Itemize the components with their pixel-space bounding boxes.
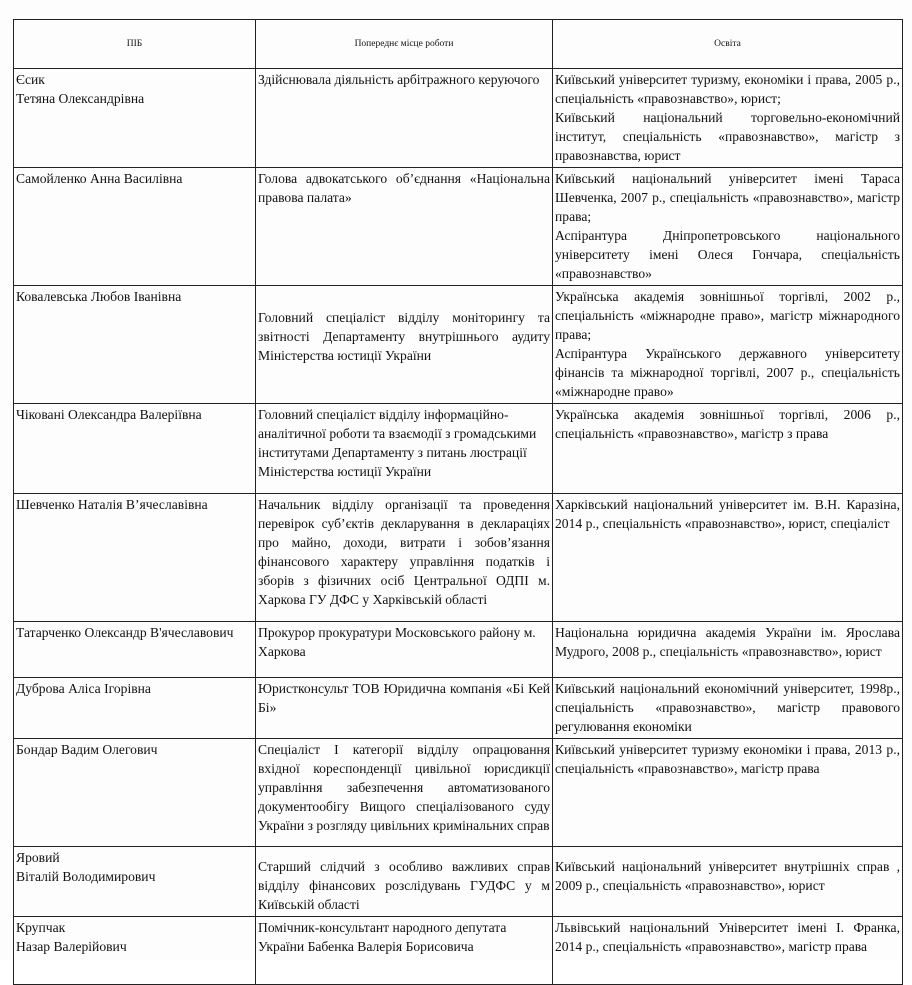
name-line: Яровий [16, 850, 60, 865]
name-cell [14, 168, 256, 286]
work-cell: Спеціаліст І категорії відділу опрацювання вхідної кореспонденції цивільної юрисдикції управління забезпечення автоматизованого документообігу Вищого спеціалізованого суду України з розгляду цивільних кримінальних справ [256, 739, 553, 847]
work-cell: Юристконсульт ТОВ Юридична компанія «Бі Кей Бі» [256, 678, 553, 739]
education-line: Харківський національний університет ім. В.Н. Каразіна, 2014 р., спеціальність «правознавство», юрист, спеціаліст [555, 497, 900, 531]
name-line: Віталій Володимирович [16, 869, 156, 884]
table-header-row [14, 20, 903, 69]
education-line: Національна юридична академія України ім. Ярослава Мудрого, 2008 р., спеціальність «правознавство», юрист [555, 625, 900, 659]
name-cell [14, 286, 256, 404]
education-line: Київський національний університет імені Тараса Шевченка, 2007 р., спеціальність «правознавство», магістр права; [555, 171, 900, 224]
education-cell [553, 739, 903, 847]
name-cell [14, 847, 256, 917]
name-line: Татарченко Олександр В'ячеславович [16, 625, 234, 640]
education-cell [553, 286, 903, 404]
name-cell [14, 917, 256, 985]
name-line: Крупчак [16, 920, 66, 935]
table-row [14, 917, 903, 985]
table-row [14, 678, 903, 739]
education-cell [553, 847, 903, 917]
education-line: Київський національний університет внутрішніх справ , 2009 р., спеціальність «правознавство», юрист [555, 859, 900, 893]
name-line: Назар Валерійович [16, 939, 127, 954]
education-cell [553, 494, 903, 622]
table-row [14, 739, 903, 847]
education-cell [553, 678, 903, 739]
staff-table [13, 19, 903, 985]
work-cell: Здійснювала діяльність арбітражного керуючого [256, 69, 553, 168]
table-row [14, 168, 903, 286]
header-name: ПІБ [14, 20, 256, 69]
name-cell [14, 678, 256, 739]
name-line: Тетяна Олександрівна [16, 91, 145, 106]
name-cell [14, 404, 256, 494]
name-cell [14, 494, 256, 622]
name-line: Ковалевська Любов Іванівна [16, 289, 182, 304]
work-cell: Голова адвокатського об’єднання «Національна правова палата» [256, 168, 553, 286]
education-line: Українська академія зовнішньої торгівлі, 2006 р., спеціальність «правознавство», магістр з права [555, 407, 900, 441]
education-cell [553, 404, 903, 494]
education-line: Аспірантура Українського державного університету фінансів та міжнародної торгівлі, 2007 р., спеціальність «міжнародне право» [555, 346, 900, 399]
name-cell [14, 739, 256, 847]
table-row [14, 69, 903, 168]
name-line: Бондар Вадим Олегович [16, 742, 158, 757]
work-cell: Головний спеціаліст відділу моніторингу та звітності Департаменту внутрішнього аудиту Міністерства юстиції України [256, 286, 553, 404]
education-line: Київський національний економічний університет, 1998р., спеціальність «правознавство», магістр правового регулювання економіки [555, 681, 900, 734]
education-line: Київський університет туризму економіки і права, 2013 р., спеціальність «правознавство», магістр права [555, 742, 900, 776]
work-cell: Помічник-консультант народного депутата України Бабенка Валерія Борисовича [256, 917, 553, 985]
work-cell: Старший слідчий з особливо важливих справ відділу фінансових розслідувань ГУДФС у м Київській області [256, 847, 553, 917]
table-row [14, 286, 903, 404]
name-line: Чіковані Олександра Валеріївна [16, 407, 202, 422]
education-line: Українська академія зовнішньої торгівлі, 2002 р., спеціальність «міжнародне право», магістр міжнародного права; [555, 289, 900, 342]
name-line: Єсик [16, 72, 45, 87]
name-line: Самойленко Анна Василівна [16, 171, 183, 186]
education-cell [553, 168, 903, 286]
name-line: Дуброва Аліса Ігорівна [16, 681, 151, 696]
name-line: Шевченко Наталія В’ячеславівна [16, 497, 208, 512]
education-cell [553, 622, 903, 678]
header-education: Освіта [553, 20, 903, 69]
education-line: Львівський національний Університет імені І. Франка, 2014 р., спеціальність «правознавство», магістр права [555, 920, 900, 954]
education-line: Київський університет туризму, економіки і права, 2005 р., спеціальність «правознавство», юрист; [555, 72, 900, 106]
work-cell: Головний спеціаліст відділу інформаційно-аналітичної роботи та взаємодії з громадськими інститутами Департаменту з питань люстрації Міністерства юстиції України [256, 404, 553, 494]
table-row [14, 404, 903, 494]
name-cell [14, 622, 256, 678]
education-line: Аспірантура Дніпропетровського національного університету імені Олеся Гончара, спеціальність «правознавство» [555, 228, 900, 281]
education-line: Київський національний торговельно-економічний інститут, спеціальність «правознавство», магістр з правознавства, юрист [555, 110, 900, 163]
education-cell [553, 69, 903, 168]
name-cell [14, 69, 256, 168]
work-cell: Начальник відділу організації та проведення перевірок суб’єктів декларування в деклараціях про майно, доходи, витрати і зобов’язання фінансового характеру управління податків і зборів з фізичних осіб Центральної ОДПІ м. Харкова ГУ ДФС у Харківській області [256, 494, 553, 622]
work-cell: Прокурор прокуратури Московського району м. Харкова [256, 622, 553, 678]
table-row [14, 847, 903, 917]
header-previous-work: Попереднє місце роботи [256, 20, 553, 69]
table-row [14, 622, 903, 678]
education-cell [553, 917, 903, 985]
table-row [14, 494, 903, 622]
